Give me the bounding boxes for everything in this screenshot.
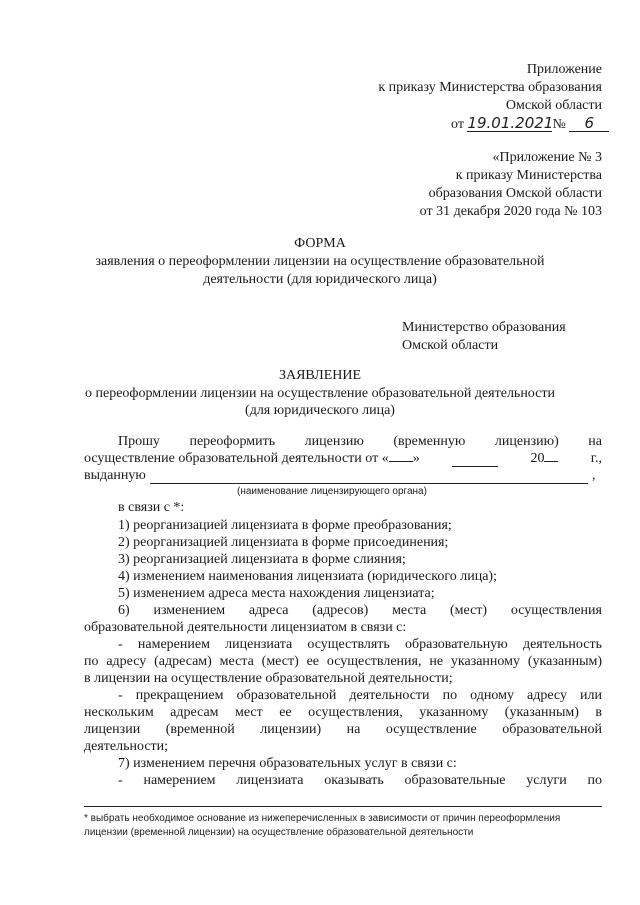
- handwritten-date: 19.01.2021: [467, 114, 554, 132]
- statement-title: ЗАЯВЛЕНИЕ: [278, 368, 362, 383]
- day-blank: [389, 461, 413, 462]
- form-subtitle-line-1: заявления о переоформлении лицензии на осуществление образовательной: [95, 254, 545, 269]
- addressee-line-1: Министерство образования: [402, 320, 566, 335]
- handwritten-number: 6: [569, 115, 609, 132]
- subreason-2-line-3: лицензии (временной лицензии) на осуществление образовательной: [84, 722, 602, 737]
- form-title: ФОРМА: [294, 236, 346, 251]
- header-line-2: к приказу Министерства образования: [378, 80, 602, 95]
- reason-item-7: 7) изменением перечня образовательных услуг в связи с:: [118, 756, 457, 771]
- in-connection-label: в связи с *:: [118, 500, 185, 515]
- year-prefix: 20: [530, 451, 545, 466]
- issued-by-label: выданную: [84, 468, 146, 483]
- number-label: №: [552, 117, 566, 132]
- header-line-1: Приложение: [526, 62, 602, 77]
- subreason-3-line-1: - намерением лицензиата оказывать образовательные услуги по: [118, 773, 602, 788]
- date-prefix: от: [451, 117, 464, 132]
- addressee-line-2: Омской области: [402, 338, 499, 353]
- request-text-b: »: [412, 451, 420, 466]
- appendix-line-4: от 31 декабря 2020 года № 103: [419, 204, 602, 219]
- reason-item-6-line-1: 6) изменением адреса (адресов) места (мест) осуществления: [118, 603, 602, 618]
- month-blank: [452, 451, 498, 467]
- subreason-2-line-4: деятельности;: [84, 739, 169, 754]
- subreason-2-line-1: - прекращением образовательной деятельности по одному адресу или: [118, 688, 602, 703]
- reason-item-3: 3) реорганизацией лицензиата в форме слияния;: [118, 552, 406, 567]
- footnote-line-2: лицензии (временной лицензии) на осуществление образовательной деятельности: [84, 827, 474, 838]
- year-suffix: г.,: [590, 451, 602, 466]
- reason-item-6-line-2: образовательной деятельности лицензиатом в связи с:: [84, 620, 407, 635]
- reason-item-4: 4) изменением наименования лицензиата (юридического лица);: [118, 569, 497, 584]
- header-line-3: Омской области: [505, 98, 602, 113]
- appendix-line-3: образования Омской области: [428, 186, 602, 201]
- request-text-a: осуществление образовательной деятельности от «: [84, 451, 389, 466]
- issuer-hint: (наименование лицензирующего органа): [237, 486, 427, 497]
- issuer-comma: ,: [592, 468, 596, 483]
- reason-item-5: 5) изменением адреса места нахождения лицензиата;: [118, 586, 435, 601]
- appendix-line-2: к приказу Министерства: [455, 168, 602, 183]
- year-blank: [544, 461, 558, 462]
- request-line-2: [84, 451, 602, 467]
- request-line-1: Прошу переоформить лицензию (временную лицензию) на: [118, 434, 602, 449]
- statement-line-2: (для юридического лица): [245, 403, 395, 418]
- footnote-separator: [84, 806, 602, 807]
- subreason-1-line-3: в лицензии на осуществление образовательной деятельности;: [84, 671, 453, 686]
- subreason-2-line-2: нескольким адресам мест ее осуществления, указанному (указанным) в: [84, 705, 602, 720]
- order-date-row: [451, 115, 609, 133]
- footnote-line-1: * выбрать необходимое основание из нижеперечисленных в зависимости от причин переоформления: [84, 813, 561, 824]
- subreason-1-line-1: - намерением лицензиата осуществлять образовательную деятельность: [118, 637, 602, 652]
- statement-line-1: о переоформлении лицензии на осуществление образовательной деятельности: [85, 386, 555, 401]
- reason-item-1: 1) реорганизацией лицензиата в форме преобразования;: [118, 518, 452, 533]
- subreason-1-line-2: по адресу (адресам) места (мест) ее осуществления, не указанному (указанным): [84, 654, 602, 669]
- issuer-blank-line: [150, 483, 588, 484]
- appendix-line-1: «Приложение № 3: [492, 150, 602, 165]
- reason-item-2: 2) реорганизацией лицензиата в форме присоединения;: [118, 535, 449, 550]
- form-subtitle-line-2: деятельности (для юридического лица): [203, 272, 437, 287]
